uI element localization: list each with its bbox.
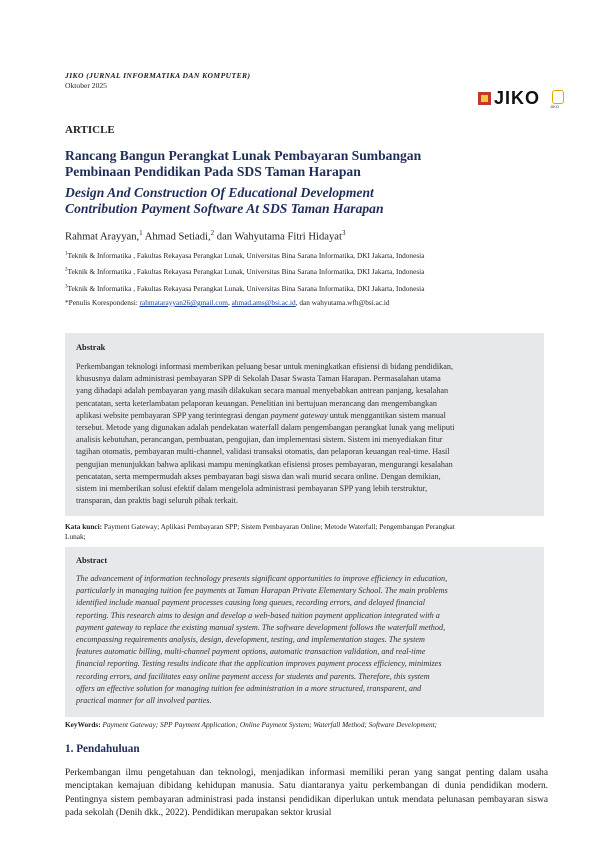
abstrak-heading: Abstrak xyxy=(76,343,106,352)
section-heading xyxy=(65,743,140,755)
abstract-line: features automatic billing, multi-channel payment options, automatic transaction validation, and real-time xyxy=(76,647,426,657)
author-3-affil: 3 xyxy=(341,229,346,237)
title-en-line-1: Design And Construction Of Educational Development xyxy=(65,185,374,200)
abstrak-line xyxy=(76,410,536,422)
abstract-line: practical manner for all involved parties. xyxy=(76,696,212,706)
abstrak-line: pencatatan, serta keterlambatan pelaporan keuangan. Penelitian ini bertujuan merancang dan mengembangkan xyxy=(76,398,438,408)
affiliation-1-number: 1 xyxy=(65,251,68,257)
section-title: Pendahuluan xyxy=(73,743,140,755)
abstract-line: reporting. This research aims to design and develop a web-based tuition payment application integrated with a xyxy=(76,610,440,620)
abstrak-line: pengujian menunjukkan bahwa aplikasi mampu meningkatkan efisiensi proses pembayaran, mengurangi kesalahan xyxy=(76,459,453,469)
correspondence-label: *Penulis Korespondensi: xyxy=(65,298,140,307)
article-label: ARTICLE xyxy=(65,124,115,136)
abstrak-line-text: aplikasi website pembayaran SPP yang terintegrasi dengan payment gateway untuk menggantikan sistem manual xyxy=(76,410,446,420)
abstract-body xyxy=(76,573,536,707)
author-1: Rahmat Arayyan, xyxy=(65,231,140,243)
abstrak-body xyxy=(76,361,536,507)
section-number: 1. xyxy=(65,743,74,755)
title-english xyxy=(65,185,535,217)
abstrak-line: khususnya dalam administrasi pembayaran SPP di Sekolah Dasar Swasta Taman Harapan. Permasalahan utama xyxy=(76,374,441,384)
email-link-2[interactable]: ahmad.ams@bsi.ac.id xyxy=(231,298,296,307)
kata-kunci-text: Payment Gateway; Aplikasi Pembayaran SPP; Sistem Pembayaran Online; Metode Waterfall; Pengembangan Perangkat xyxy=(102,522,455,531)
affiliation-2-number: 2 xyxy=(65,267,68,273)
title-id-line-2: Pembinaan Pendidikan Pada SDS Taman Harapan xyxy=(65,164,361,179)
abstrak-emphasis: payment gateway xyxy=(270,410,328,420)
abstrak-line: Perkembangan teknologi informasi memberikan peluang besar untuk meningkatkan efisiensi di bidang pendidikan, xyxy=(76,362,453,371)
kata-kunci-label: Kata kunci: xyxy=(65,522,103,531)
abstrak-line: tersebut. Metode yang digunakan adalah pendekatan waterfall dalam pengembangan perangkat lunak yang meliputi xyxy=(76,423,455,433)
author-2: Ahmad Setiadi, xyxy=(142,231,211,243)
logo-text: JIKO xyxy=(494,88,541,108)
intro-paragraph: Perkembangan ilmu pengetahuan dan teknologi, menjadikan informasi memiliki peran yang sangat penting dalam usaha menciptakan kemajuan dibidang kehidupan manusia. Satu diantaranya yaitu perkembangan di dunia pendidikan modern. Pentingnya sistem pembayaran administrasi pada instansi pendidikan diperlukan untuk mendata pelunasan pembayaran siswa pada sekolah (Denih dkk., 2022). Pendidikan merupakan sektor krusial xyxy=(65,768,548,819)
abstrak-line: transparan, dan praktis bagi seluruh pihak terkait. xyxy=(76,496,238,506)
logo-subtext: JIKO xyxy=(550,104,559,109)
abstract-line: financial reporting. Testing results indicate that the application improves payment process efficiency, minimizes xyxy=(76,659,442,669)
abstract-line: The advancement of information technology presents significant opportunities to improve efficiency in education, xyxy=(76,574,448,583)
abstrak-line: analisis kebutuhan, perancangan, pembuatan, pengujian, dan implementasi sistem. Sistem ini menyediakan fitur xyxy=(76,435,443,445)
affiliation-3-text: Teknik & Informatika , Fakultas Rekayasa Perangkat Lunak, Universitas Bina Sarana Informatika, DKI Jakarta, Indonesia xyxy=(67,284,425,293)
affiliation-3 xyxy=(65,284,424,293)
author-3: dan Wahyutama Fitri Hidayat xyxy=(214,231,342,243)
journal-logo xyxy=(478,89,564,109)
abstract-heading: Abstract xyxy=(76,556,108,565)
keywords-text: Payment Gateway; SPP Payment Application; Online Payment System; Waterfall Method; Software Development; xyxy=(100,720,438,729)
corresponding-author xyxy=(65,298,390,307)
kata-kunci xyxy=(65,522,547,542)
abstract-line: recording errors, and facilitates easy online payment access for students and parents. Therefore, this system xyxy=(76,671,430,681)
affiliation-1 xyxy=(65,251,424,260)
abstract-line: particularly in managing tuition fee payments at Taman Harapan Private Elementary School. The main problems xyxy=(76,586,448,596)
abstrak-box xyxy=(65,333,544,516)
journal-name: JIKO (JURNAL INFORMATIKA DAN KOMPUTER) xyxy=(65,71,251,80)
abstract-line: encompassing requirements analysis, design, development, testing, and implementation stages. The system xyxy=(76,635,425,645)
abstract-line: payment gateway to replace the existing manual system. The software development follows the waterfall method, xyxy=(76,622,446,632)
abstrak-line: tagihan otomatis, pembayaran multi-channel, validasi transaksi otomatis, dan pelaporan keuangan real-time. Hasil xyxy=(76,447,450,457)
correspondence-separator: , xyxy=(227,298,232,307)
title-id-line-1: Rancang Bangun Perangkat Lunak Pembayaran Sumbangan xyxy=(65,148,422,163)
abstract-line: identified include manual payment processes causing long queues, recording errors, and delayed financial xyxy=(76,598,425,608)
logo-mark-icon xyxy=(478,92,491,105)
abstract-line: offers an effective solution for managing tuition fee administration in a more structured, transparent, and xyxy=(76,683,422,693)
abstract-box xyxy=(65,547,544,717)
abstrak-line: sistem ini memberikan solusi efektif dalam mengelola administrasi pembayaran SPP yang lebih terstruktur, xyxy=(76,484,428,494)
affiliation-1-text: Teknik & Informatika , Fakultas Rekayasa Perangkat Lunak, Universitas Bina Sarana Informatika, DKI Jakarta, Indonesia xyxy=(67,251,425,260)
email-link-1[interactable]: rahmatarayyan26@gmail.com xyxy=(139,298,228,307)
affiliation-3-number: 3 xyxy=(65,284,68,290)
logo-badge-icon xyxy=(552,90,564,104)
affiliation-2 xyxy=(65,267,424,276)
keywords-label: KeyWords: xyxy=(65,720,101,729)
title-indonesian xyxy=(65,148,535,180)
author-2-affil: 2 xyxy=(210,229,215,237)
abstrak-line: yang dihadapi adalah pembayaran yang masih dilakukan secara manual menyebabkan antrean panjang, kesalahan xyxy=(76,386,449,396)
abstrak-line: pencatatan, serta mempermudah akses pembayaran bagi siswa dan wali murid secara online. Dengan demikian, xyxy=(76,471,441,481)
issue-month: Oktober 2025 xyxy=(65,81,107,90)
kata-kunci-text-2: Lunak; xyxy=(65,532,86,541)
affiliation-2-text: Teknik & Informatika , Fakultas Rekayasa Perangkat Lunak, Universitas Bina Sarana Informatika, DKI Jakarta, Indonesia xyxy=(67,267,425,276)
keywords xyxy=(65,720,547,730)
author-1-affil: 1 xyxy=(139,229,143,237)
correspondence-suffix: , dan wahyutama.wfh@bsi.ac.id xyxy=(295,298,390,307)
title-en-line-2: Contribution Payment Software At SDS Taman Harapan xyxy=(65,201,384,216)
author-list xyxy=(65,229,345,243)
